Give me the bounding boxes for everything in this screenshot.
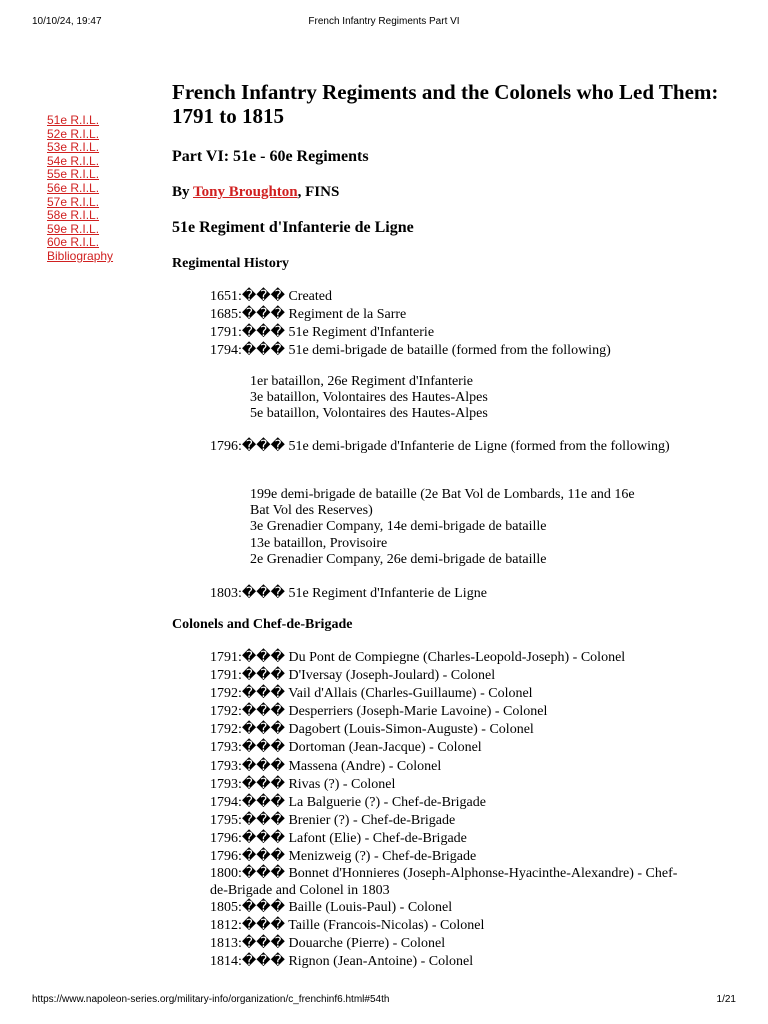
print-header — [32, 16, 736, 30]
sidebar-link-57e[interactable]: 57e R.I.L. — [47, 194, 100, 209]
formed-unit: 199e demi-brigade de bataille (2e Bat Vol de Lombards, 11e and 16e Bat Vol des Reserves) — [250, 487, 635, 519]
colonels-heading: Colonels and Chef-de-Brigade — [172, 617, 353, 632]
sidebar-link-60e[interactable]: 60e R.I.L. — [47, 235, 100, 250]
colonel-entry: 1814:��� Rignon (Jean-Antoine) - Colonel — [210, 954, 474, 970]
colonel-entry: 1800:��� Bonnet d'Honnieres (Joseph-Alphonse-Hyacinthe-Alexandre) - Chef-de-Brigade and Colonel in 1803 — [210, 866, 678, 898]
colonel-entry: 1796:��� Menizweig (?) - Chef-de-Brigade — [210, 849, 477, 865]
history-1803 — [210, 585, 680, 603]
sidebar-link-bibliography[interactable]: Bibliography — [47, 248, 114, 263]
history-entry: 1794:��� 51e demi-brigade de bataille (formed from the following) — [210, 343, 611, 359]
part-heading: Part VI: 51e - 60e Regiments — [172, 148, 369, 165]
formed-unit: 3e bataillon, Volontaires des Hautes-Alpes — [250, 390, 488, 406]
sidebar-link-56e[interactable]: 56e R.I.L. — [47, 180, 100, 195]
colonels-list — [210, 649, 680, 972]
page-number: 1/21 — [716, 994, 736, 1005]
author-link[interactable]: Tony Broughton — [192, 184, 298, 200]
colonel-entry: 1805:��� Baille (Louis-Paul) - Colonel — [210, 900, 453, 916]
history-entry: 1791:��� 51e Regiment d'Infanterie — [210, 325, 435, 341]
byline-suffix: , FINS — [297, 184, 340, 200]
history-entry: 1685:��� Regiment de la Sarre — [210, 307, 407, 323]
colonel-entry: 1793:��� Dortoman (Jean-Jacque) - Colonel — [210, 740, 482, 756]
colonel-entry: 1794:��� La Balguerie (?) - Chef-de-Brigade — [210, 794, 486, 810]
colonel-entry: 1795:��� Brenier (?) - Chef-de-Brigade — [210, 812, 456, 828]
colonel-entry: 1796:��� Lafont (Elie) - Chef-de-Brigade — [210, 830, 467, 846]
formed-unit: 2e Grenadier Company, 26e demi-brigade de bataille — [250, 551, 547, 567]
byline — [172, 184, 339, 201]
history-heading: Regimental History — [172, 256, 290, 271]
sidebar-link-53e[interactable]: 53e R.I.L. — [47, 140, 100, 155]
formed-1794-list — [250, 374, 650, 423]
regiment-heading: 51e Regiment d'Infanterie de Ligne — [172, 219, 414, 236]
sidebar-link-55e[interactable]: 55e R.I.L. — [47, 167, 100, 182]
formed-1796-list — [250, 487, 640, 568]
history-list — [210, 288, 680, 360]
colonel-entry: 1813:��� Douarche (Pierre) - Colonel — [210, 936, 446, 952]
sidebar-link-59e[interactable]: 59e R.I.L. — [47, 221, 100, 236]
history-entry: 1796:��� 51e demi-brigade d'Infanterie de Ligne (formed from the following) — [210, 439, 670, 454]
print-doc-title: French Infantry Regiments Part VI — [308, 16, 460, 27]
colonel-entry: 1791:��� Du Pont de Compiegne (Charles-Leopold-Joseph) - Colonel — [210, 650, 626, 665]
print-date: 10/10/24, 19:47 — [32, 16, 102, 27]
colonel-entry: 1791:��� D'Iversay (Joseph-Joulard) - Colonel — [210, 668, 496, 684]
sidebar-nav — [47, 114, 157, 264]
formed-unit: 5e bataillon, Volontaires des Hautes-Alpes — [250, 406, 488, 422]
page-title: French Infantry Regiments and the Colonels who Led Them: 1791 to 1815 — [172, 80, 719, 128]
history-entry: 1803:��� 51e Regiment d'Infanterie de Ligne — [210, 586, 487, 601]
formed-unit: 3e Grenadier Company, 14e demi-brigade de bataille — [250, 519, 547, 535]
sidebar-link-58e[interactable]: 58e R.I.L. — [47, 208, 100, 223]
history-1796 — [210, 439, 680, 456]
colonel-entry: 1793:��� Rivas (?) - Colonel — [210, 776, 396, 792]
print-footer — [32, 994, 736, 1008]
colonel-entry: 1812:��� Taille (Francois-Nicolas) - Colonel — [210, 918, 485, 934]
formed-unit: 13e bataillon, Provisoire — [250, 535, 388, 551]
sidebar-link-54e[interactable]: 54e R.I.L. — [47, 153, 100, 168]
byline-prefix: By — [172, 184, 193, 200]
colonel-entry: 1792:��� Dagobert (Louis-Simon-Auguste) - Colonel — [210, 722, 534, 738]
history-entry: 1651:��� Created — [210, 289, 332, 304]
colonel-entry: 1792:��� Vail d'Allais (Charles-Guillaume) - Colonel — [210, 686, 533, 702]
print-url: https://www.napoleon-series.org/military-info/organization/c_frenchinf6.html#54th — [32, 994, 390, 1005]
formed-unit: 1er bataillon, 26e Regiment d'Infanterie — [250, 374, 473, 389]
colonel-entry: 1792:��� Desperriers (Joseph-Marie Lavoine) - Colonel — [210, 704, 548, 720]
colonel-entry: 1793:��� Massena (Andre) - Colonel — [210, 758, 442, 774]
sidebar-link-51e[interactable]: 51e R.I.L. — [47, 113, 100, 127]
sidebar-link-52e[interactable]: 52e R.I.L. — [47, 126, 100, 141]
